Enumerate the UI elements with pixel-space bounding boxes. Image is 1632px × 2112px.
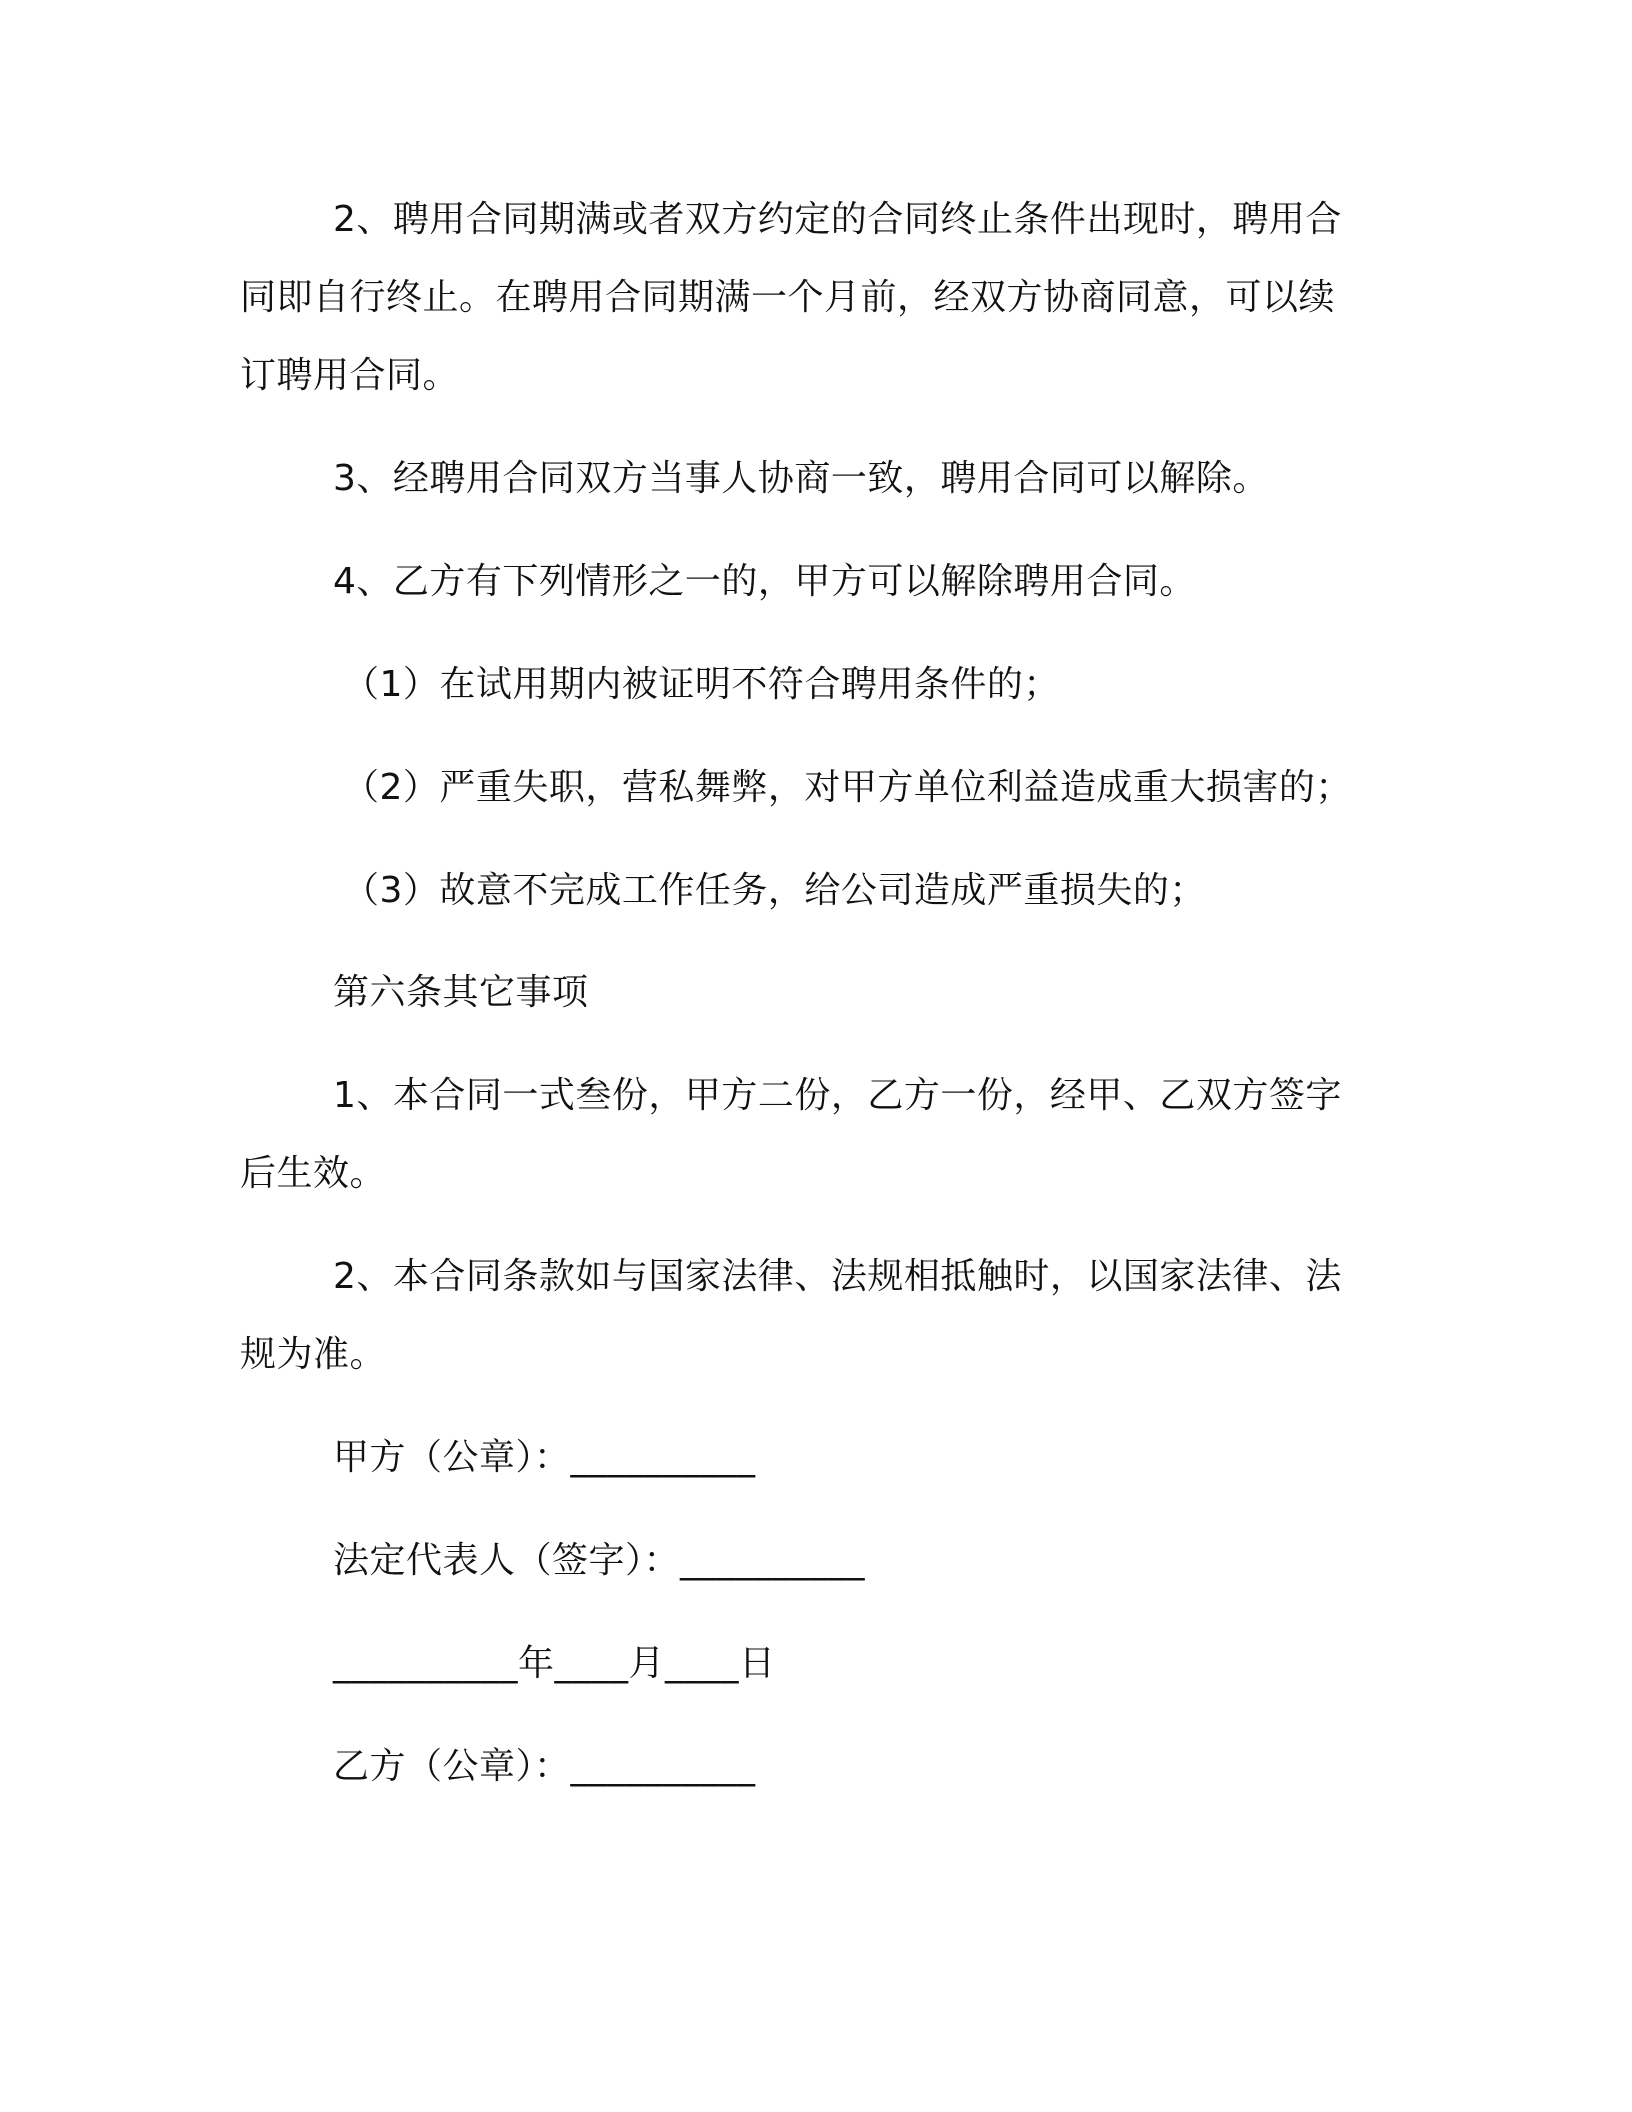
list-item-2: （2）严重失职，营私舞弊，对甲方单位利益造成重大损害的； (343, 767, 1352, 808)
date-line: __________年____月____日 (333, 1643, 776, 1684)
paragraph-2-line-1: 2、聘用合同期满或者双方约定的合同终止条件出现时，聘用合 (333, 199, 1342, 240)
article-6-paragraph-1-line-2: 后生效。 (240, 1153, 387, 1194)
list-item-3: （3）故意不完成工作任务，给公司造成严重损失的； (343, 870, 1206, 911)
legal-representative-signature-line: 法定代表人（签字）：__________ (333, 1540, 866, 1581)
article-6-heading: 第六条其它事项 (333, 972, 589, 1013)
paragraph-4: 4、乙方有下列情形之一的，甲方可以解除聘用合同。 (333, 561, 1196, 602)
party-a-seal-line: 甲方（公章）：__________ (333, 1437, 756, 1478)
paragraph-2-line-3: 订聘用合同。 (240, 355, 460, 396)
paragraph-3: 3、经聘用合同双方当事人协商一致，聘用合同可以解除。 (333, 458, 1269, 499)
article-6-paragraph-2-line-1: 2、本合同条款如与国家法律、法规相抵触时，以国家法律、法 (333, 1256, 1342, 1297)
list-item-1: （1）在试用期内被证明不符合聘用条件的； (343, 664, 1060, 705)
article-6-paragraph-2-line-2: 规为准。 (240, 1334, 387, 1375)
paragraph-2-line-2: 同即自行终止。在聘用合同期满一个月前，经双方协商同意，可以续 (240, 277, 1336, 318)
party-b-seal-line: 乙方（公章）：__________ (333, 1746, 756, 1787)
article-6-paragraph-1-line-1: 1、本合同一式叁份，甲方二份，乙方一份，经甲、乙双方签字 (333, 1075, 1342, 1116)
